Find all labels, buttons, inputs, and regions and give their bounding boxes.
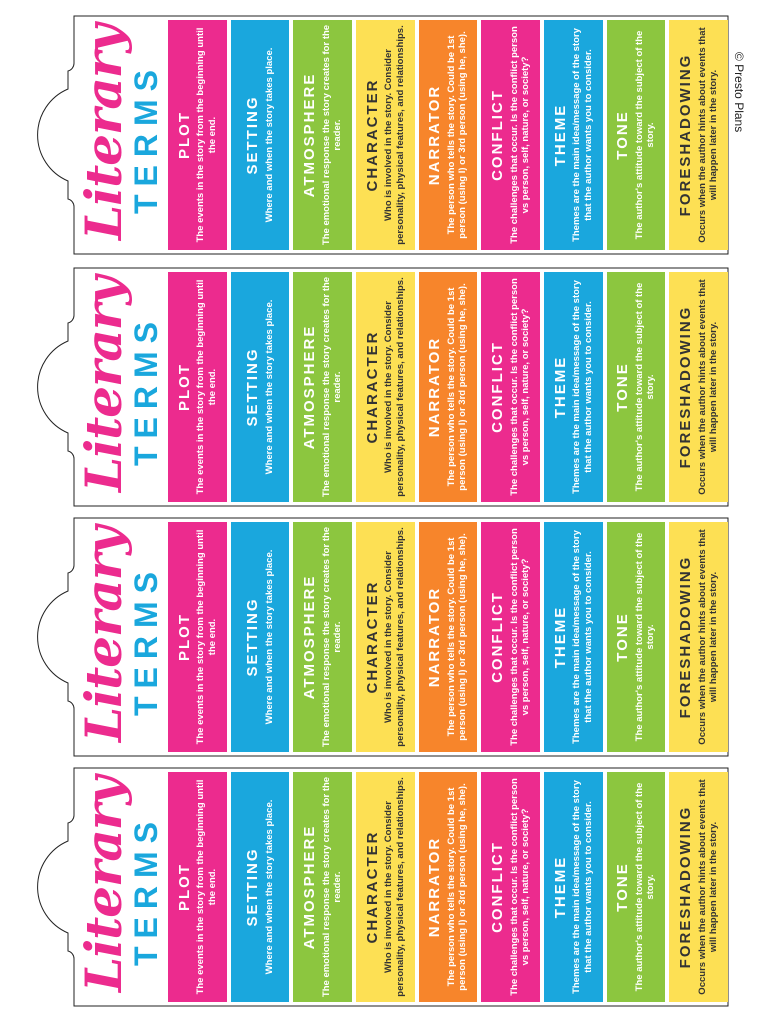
term-definition: The emotional response the story creates for the reader. — [320, 276, 343, 498]
term-card-plot — [168, 20, 227, 250]
term-name: NARRATOR — [426, 84, 444, 186]
term-name: TONE — [614, 110, 632, 160]
term-definition: The events in the story from the beginning until the end. — [195, 779, 218, 995]
term-definition: Who is involved in the story. Consider personality, physical features, and relationships. — [383, 277, 406, 497]
term-card-theme — [544, 522, 603, 752]
term-card-plot — [168, 772, 227, 1002]
term-card-foreshadowing — [669, 20, 728, 250]
term-name: CHARACTER — [363, 330, 381, 444]
term-definition: Themes are the main idea/message of the story that the author wants you to consider. — [571, 280, 594, 494]
term-definition: Themes are the main idea/message of the story that the author wants you to consider. — [571, 780, 594, 994]
term-name: NARRATOR — [426, 586, 444, 688]
term-name: CONFLICT — [489, 591, 507, 683]
bookmark-strip — [68, 268, 728, 506]
term-card-tone — [607, 20, 666, 250]
term-card-character — [356, 522, 415, 752]
term-definition: Occurs when the author hints about events that will happen later in the story. — [696, 529, 719, 745]
bookmark-strip — [68, 518, 728, 756]
term-name: TONE — [614, 612, 632, 662]
term-name: CHARACTER — [363, 830, 381, 944]
term-name: THEME — [551, 605, 569, 669]
term-card-setting — [231, 522, 290, 752]
term-name: SETTING — [244, 847, 262, 927]
term-name: FORESHADOWING — [677, 805, 695, 969]
term-definition: Who is involved in the story. Consider personality, physical features, and relationships. — [383, 777, 406, 997]
term-definition: The events in the story from the beginning until the end. — [195, 27, 218, 243]
term-definition: The person who tells the story. Could be 1st person (using I) or 3rd person (using he, she). — [445, 533, 469, 741]
title-script-word: Literary — [74, 276, 133, 492]
term-definition: The events in the story from the beginning until the end. — [195, 279, 218, 495]
term-name: NARRATOR — [426, 336, 444, 438]
term-card-conflict — [481, 772, 540, 1002]
term-card-narrator — [419, 272, 478, 502]
term-definition: Where and when the story takes place. — [263, 549, 275, 725]
term-card-tone — [607, 772, 666, 1002]
term-card-foreshadowing — [669, 522, 728, 752]
term-definition: Themes are the main idea/message of the story that the author wants you to consider. — [571, 28, 594, 242]
term-definition: The emotional response the story creates for the reader. — [320, 776, 343, 998]
term-name: FORESHADOWING — [677, 305, 695, 469]
term-card-conflict — [481, 522, 540, 752]
term-name: CONFLICT — [489, 341, 507, 433]
term-card-foreshadowing — [669, 272, 728, 502]
term-name: TONE — [614, 362, 632, 412]
bookmark-content — [68, 768, 728, 1006]
title-script-word: Literary — [74, 526, 133, 742]
term-definition: The author's attitude toward the subject of the story. — [633, 532, 657, 742]
term-name: CONFLICT — [489, 89, 507, 181]
term-card-atmosphere — [293, 772, 352, 1002]
term-name: ATMOSPHERE — [301, 324, 319, 450]
term-definition: Occurs when the author hints about events that will happen later in the story. — [696, 779, 719, 995]
term-card-setting — [231, 20, 290, 250]
term-card-conflict — [481, 272, 540, 502]
term-card-plot — [168, 272, 227, 502]
term-name: PLOT — [175, 363, 193, 411]
term-definition: The challenges that occur. Is the conflict person vs person, self, nature, or society? — [508, 778, 531, 996]
title-caps-word: TERMS — [128, 314, 164, 466]
title-caps-word: TERMS — [128, 62, 164, 214]
term-definition: Who is involved in the story. Consider personality, physical features, and relationships. — [383, 527, 406, 747]
term-definition: Where and when the story takes place. — [263, 799, 275, 975]
term-card-narrator — [419, 20, 478, 250]
bookmark-strip — [68, 16, 728, 254]
term-definition: The author's attitude toward the subject of the story. — [633, 282, 657, 492]
term-definition: The author's attitude toward the subject of the story. — [633, 30, 657, 240]
title-caps-word: TERMS — [128, 814, 164, 966]
term-definition: The events in the story from the beginning until the end. — [195, 529, 218, 745]
term-name: FORESHADOWING — [677, 53, 695, 217]
term-definition: The challenges that occur. Is the conflict person vs person, self, nature, or society? — [508, 278, 531, 496]
term-card-conflict — [481, 20, 540, 250]
bookmark-title — [68, 268, 168, 506]
term-name: SETTING — [244, 597, 262, 677]
bookmark-strip — [68, 768, 728, 1006]
term-definition: The challenges that occur. Is the conflict person vs person, self, nature, or society? — [508, 26, 531, 244]
term-card-tone — [607, 272, 666, 502]
bookmark-content — [68, 16, 728, 254]
term-name: ATMOSPHERE — [301, 72, 319, 198]
term-definition: Themes are the main idea/message of the story that the author wants you to consider. — [571, 530, 594, 744]
term-card-narrator — [419, 772, 478, 1002]
term-definition: Where and when the story takes place. — [263, 47, 275, 223]
term-card-theme — [544, 272, 603, 502]
term-card-character — [356, 20, 415, 250]
term-name: THEME — [551, 355, 569, 419]
term-definition: The person who tells the story. Could be 1st person (using I) or 3rd person (using he, she). — [445, 31, 469, 239]
term-name: PLOT — [175, 613, 193, 661]
term-definition: The emotional response the story creates for the reader. — [320, 24, 343, 246]
term-name: FORESHADOWING — [677, 555, 695, 719]
term-card-foreshadowing — [669, 772, 728, 1002]
term-name: SETTING — [244, 347, 262, 427]
copyright-notice — [732, 52, 746, 162]
term-card-theme — [544, 20, 603, 250]
term-definition: The emotional response the story creates for the reader. — [320, 526, 343, 748]
copyright-text: © Presto Plans — [732, 52, 746, 133]
term-name: CHARACTER — [363, 580, 381, 694]
term-card-theme — [544, 772, 603, 1002]
term-name: NARRATOR — [426, 836, 444, 938]
term-card-narrator — [419, 522, 478, 752]
term-name: CHARACTER — [363, 78, 381, 192]
term-name: TONE — [614, 862, 632, 912]
term-definition: Who is involved in the story. Consider personality, physical features, and relationships. — [383, 25, 406, 245]
term-card-setting — [231, 272, 290, 502]
bookmark-title — [68, 768, 168, 1006]
term-card-character — [356, 272, 415, 502]
term-card-character — [356, 772, 415, 1002]
term-name: THEME — [551, 855, 569, 919]
term-name: PLOT — [175, 863, 193, 911]
term-definition: Where and when the story takes place. — [263, 299, 275, 475]
term-name: PLOT — [175, 111, 193, 159]
term-card-atmosphere — [293, 522, 352, 752]
term-definition: Occurs when the author hints about events that will happen later in the story. — [696, 279, 719, 495]
bookmark-title — [68, 16, 168, 254]
title-script-word: Literary — [74, 24, 133, 240]
term-definition: The author's attitude toward the subject of the story. — [633, 782, 657, 992]
bookmark-title — [68, 518, 168, 756]
term-name: ATMOSPHERE — [301, 574, 319, 700]
term-definition: The person who tells the story. Could be 1st person (using I) or 3rd person (using he, she). — [445, 283, 469, 491]
term-definition: The challenges that occur. Is the conflict person vs person, self, nature, or society? — [508, 528, 531, 746]
term-card-plot — [168, 522, 227, 752]
term-definition: Occurs when the author hints about events that will happen later in the story. — [696, 27, 719, 243]
title-caps-word: TERMS — [128, 564, 164, 716]
term-card-tone — [607, 522, 666, 752]
term-definition: The person who tells the story. Could be 1st person (using I) or 3rd person (using he, she). — [445, 783, 469, 991]
term-card-atmosphere — [293, 272, 352, 502]
term-name: ATMOSPHERE — [301, 824, 319, 950]
term-card-atmosphere — [293, 20, 352, 250]
term-name: CONFLICT — [489, 841, 507, 933]
term-card-setting — [231, 772, 290, 1002]
term-name: SETTING — [244, 95, 262, 175]
bookmark-content — [68, 268, 728, 506]
bookmark-content — [68, 518, 728, 756]
title-script-word: Literary — [74, 776, 133, 992]
term-name: THEME — [551, 103, 569, 167]
